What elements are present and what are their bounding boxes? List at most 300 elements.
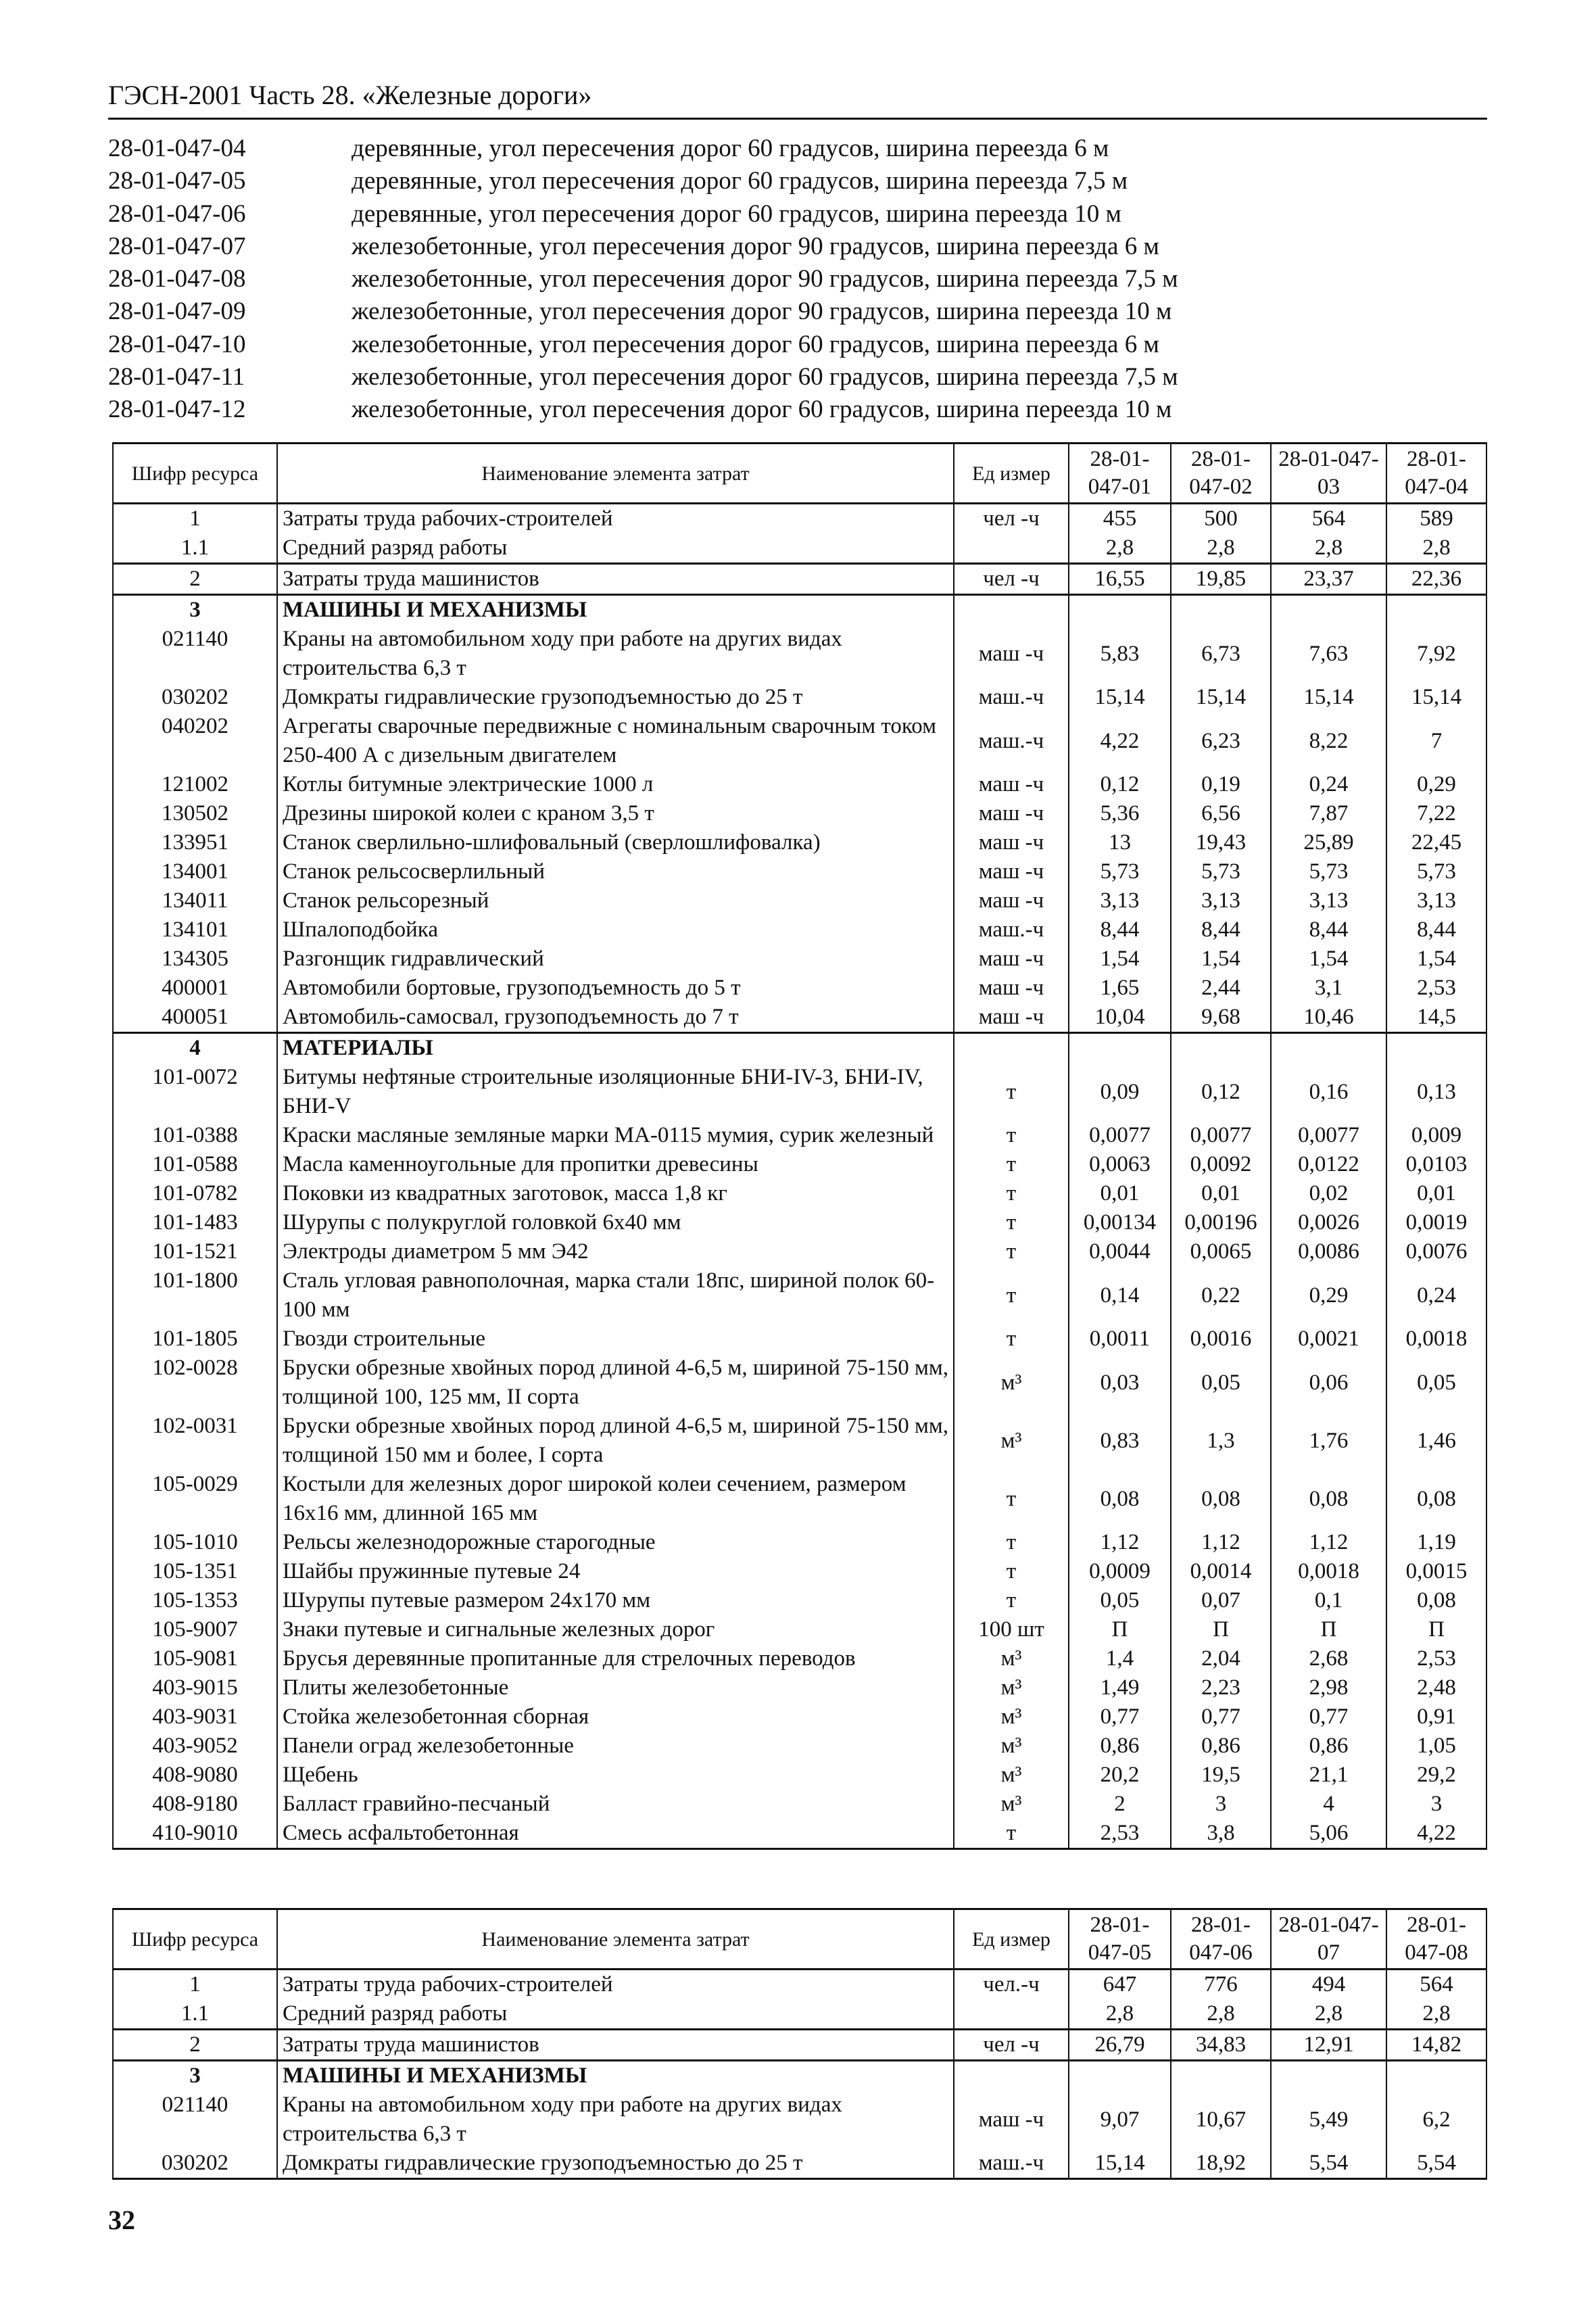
value-cell: 2,8 bbox=[1069, 1999, 1171, 2030]
unit-cell: т bbox=[954, 1179, 1069, 1208]
value-cell: 1,76 bbox=[1271, 1412, 1386, 1470]
code-number: 28-01-047-04 bbox=[108, 135, 246, 162]
value-cell: 2,04 bbox=[1171, 1644, 1271, 1673]
value-cell: 15,14 bbox=[1069, 2149, 1171, 2179]
unit-cell: т bbox=[954, 1586, 1069, 1615]
value-cell: 0,91 bbox=[1386, 1702, 1486, 1732]
value-cell: 22,45 bbox=[1386, 828, 1486, 857]
code-description: железобетонные, угол пересечения дорог 90 градусов, ширина переезда 6 м bbox=[352, 232, 1159, 260]
value-cell: 14,5 bbox=[1386, 1003, 1486, 1033]
table-row bbox=[113, 1790, 1486, 1819]
code-list-item bbox=[108, 393, 1487, 426]
value-cell: 3,1 bbox=[1271, 974, 1386, 1003]
value-cell: 10,46 bbox=[1271, 1003, 1386, 1033]
code-number: 28-01-047-12 bbox=[108, 396, 246, 424]
value-cell bbox=[1271, 2061, 1386, 2091]
value-cell: 5,73 bbox=[1386, 857, 1486, 886]
value-cell: 0,13 bbox=[1386, 1063, 1486, 1121]
page-number: 32 bbox=[108, 2205, 135, 2235]
value-cell bbox=[1386, 595, 1486, 625]
code-description: деревянные, угол пересечения дорог 60 градусов, ширина переезда 10 м bbox=[352, 199, 1121, 228]
unit-cell: т bbox=[954, 1063, 1069, 1121]
resource-name-cell: Брусья деревянные пропитанные для стрелочных переводов bbox=[277, 1644, 954, 1673]
resource-code-cell: 134011 bbox=[113, 886, 277, 915]
value-cell: 1,54 bbox=[1069, 945, 1171, 974]
resource-name-cell: Затраты труда рабочих-строителей bbox=[277, 504, 954, 534]
value-cell: 0,24 bbox=[1271, 770, 1386, 799]
value-cell: 0,00134 bbox=[1069, 1208, 1171, 1237]
table-row bbox=[113, 915, 1486, 945]
table-row bbox=[113, 683, 1486, 712]
resource-code-cell: 1.1 bbox=[113, 1999, 277, 2030]
unit-cell: т bbox=[954, 1324, 1069, 1354]
value-cell: 0,0019 bbox=[1386, 1208, 1486, 1237]
code-list-item bbox=[108, 231, 1487, 263]
table-row bbox=[113, 1586, 1486, 1615]
value-cell: 2,53 bbox=[1069, 1819, 1171, 1849]
resource-name-cell: Щебень bbox=[277, 1761, 954, 1790]
resource-code-cell: 1 bbox=[113, 504, 277, 534]
resource-name-cell: Сталь угловая равнополочная, марка стали 18пс, шириной полок 60-100 мм bbox=[277, 1266, 954, 1324]
code-list bbox=[108, 133, 1487, 427]
value-cell: 8,44 bbox=[1069, 915, 1171, 945]
value-cell bbox=[1171, 1033, 1271, 1064]
value-cell: 0,14 bbox=[1069, 1266, 1171, 1324]
value-cell: 589 bbox=[1386, 504, 1486, 534]
value-cell: 7,63 bbox=[1271, 625, 1386, 683]
value-cell: 0,0021 bbox=[1271, 1324, 1386, 1354]
code-list-item bbox=[108, 263, 1487, 295]
value-cell: 4 bbox=[1271, 1790, 1386, 1819]
code-number: 28-01-047-11 bbox=[108, 363, 245, 391]
value-cell: 3,13 bbox=[1171, 886, 1271, 915]
resource-name-cell: Бруски обрезные хвойных пород длиной 4-6,5 м, шириной 75-150 мм, толщиной 100, 125 мм, II сорта bbox=[277, 1354, 954, 1412]
value-cell: 0,22 bbox=[1171, 1266, 1271, 1324]
value-cell: 19,5 bbox=[1171, 1761, 1271, 1790]
value-cell: 5,73 bbox=[1171, 857, 1271, 886]
resource-name-cell: Станок рельсорезный bbox=[277, 886, 954, 915]
unit-cell: м³ bbox=[954, 1412, 1069, 1470]
unit-cell bbox=[954, 533, 1069, 564]
unit-cell: т bbox=[954, 1819, 1069, 1849]
resource-code-cell: 101-0782 bbox=[113, 1179, 277, 1208]
value-cell: 0,29 bbox=[1271, 1266, 1386, 1324]
unit-cell: маш -ч bbox=[954, 625, 1069, 683]
value-cell: 0,0076 bbox=[1386, 1237, 1486, 1266]
table-row bbox=[113, 1237, 1486, 1266]
value-cell: 7,22 bbox=[1386, 799, 1486, 828]
value-cell: 2,8 bbox=[1171, 1999, 1271, 2030]
table-header-row bbox=[113, 444, 1486, 504]
value-cell: 0,0065 bbox=[1171, 1237, 1271, 1266]
resource-code-cell: 121002 bbox=[113, 770, 277, 799]
header-rule bbox=[108, 118, 1487, 120]
resource-code-cell: 4 bbox=[113, 1033, 277, 1064]
value-cell: 0,09 bbox=[1069, 1063, 1171, 1121]
resource-code-cell: 134305 bbox=[113, 945, 277, 974]
unit-cell: чел.-ч bbox=[954, 1970, 1069, 2000]
value-cell: 1,3 bbox=[1171, 1412, 1271, 1470]
value-cell: 7,92 bbox=[1386, 625, 1486, 683]
value-cell: 3 bbox=[1171, 1790, 1271, 1819]
table-row bbox=[113, 1208, 1486, 1237]
header-cell: 28-01-047-05 bbox=[1069, 1909, 1171, 1970]
resource-code-cell: 101-1521 bbox=[113, 1237, 277, 1266]
code-list-item bbox=[108, 198, 1487, 231]
resource-code-cell: 101-0588 bbox=[113, 1150, 277, 1179]
table-header-row bbox=[113, 1909, 1486, 1970]
table-row bbox=[113, 1615, 1486, 1644]
table-row bbox=[113, 1179, 1486, 1208]
value-cell: 25,89 bbox=[1271, 828, 1386, 857]
resource-name-cell: Смесь асфальтобетонная bbox=[277, 1819, 954, 1849]
page-header: ГЭСН-2001 Часть 28. «Железные дороги» bbox=[108, 80, 592, 110]
value-cell: 7,87 bbox=[1271, 799, 1386, 828]
value-cell: 15,14 bbox=[1271, 683, 1386, 712]
value-cell: 0,0077 bbox=[1171, 1121, 1271, 1150]
code-list-item bbox=[108, 133, 1487, 165]
resource-code-cell: 408-9180 bbox=[113, 1790, 277, 1819]
value-cell: 2,8 bbox=[1171, 533, 1271, 564]
table-row bbox=[113, 2091, 1486, 2149]
resource-name-cell: Плиты железобетонные bbox=[277, 1673, 954, 1702]
resource-code-cell: 2 bbox=[113, 564, 277, 595]
resource-code-cell: 3 bbox=[113, 2061, 277, 2091]
unit-cell bbox=[954, 2061, 1069, 2091]
table-row bbox=[113, 1150, 1486, 1179]
table-row bbox=[113, 1673, 1486, 1702]
unit-cell: чел -ч bbox=[954, 564, 1069, 595]
unit-cell: м³ bbox=[954, 1702, 1069, 1732]
table-row bbox=[113, 1470, 1486, 1528]
value-cell: 0,08 bbox=[1386, 1470, 1486, 1528]
resource-name-cell: Котлы битумные электрические 1000 л bbox=[277, 770, 954, 799]
table-row bbox=[113, 1702, 1486, 1732]
table-row bbox=[113, 533, 1486, 564]
value-cell bbox=[1171, 2061, 1271, 2091]
value-cell bbox=[1171, 595, 1271, 625]
resource-name-cell: Агрегаты сварочные передвижные с номинальным сварочным током 250-400 А с дизельным двигателем bbox=[277, 712, 954, 770]
unit-cell bbox=[954, 1033, 1069, 1064]
unit-cell: маш.-ч bbox=[954, 915, 1069, 945]
value-cell: 0,0063 bbox=[1069, 1150, 1171, 1179]
value-cell: 0,02 bbox=[1271, 1179, 1386, 1208]
resource-name-cell: МАШИНЫ И МЕХАНИЗМЫ bbox=[277, 2061, 954, 2091]
resource-code-cell: 105-1351 bbox=[113, 1557, 277, 1586]
resource-code-cell: 101-0388 bbox=[113, 1121, 277, 1150]
table-row bbox=[113, 1732, 1486, 1761]
code-list-item bbox=[108, 295, 1487, 328]
value-cell: 26,79 bbox=[1069, 2030, 1171, 2061]
resource-code-cell: 130502 bbox=[113, 799, 277, 828]
value-cell bbox=[1271, 1033, 1386, 1064]
value-cell: 3,13 bbox=[1069, 886, 1171, 915]
resource-name-cell: Бруски обрезные хвойных пород длиной 4-6,5 м, шириной 75-150 мм, толщиной 150 мм и более, I сорта bbox=[277, 1412, 954, 1470]
resource-name-cell: Панели оград железобетонные bbox=[277, 1732, 954, 1761]
resource-name-cell: Автомобили бортовые, грузоподъемность до 5 т bbox=[277, 974, 954, 1003]
unit-cell: маш -ч bbox=[954, 974, 1069, 1003]
value-cell: 0,01 bbox=[1386, 1179, 1486, 1208]
value-cell: 1,54 bbox=[1386, 945, 1486, 974]
resource-name-cell: Балласт гравийно-песчаный bbox=[277, 1790, 954, 1819]
header-cell: Наименование элемента затрат bbox=[277, 444, 954, 504]
value-cell: 1,4 bbox=[1069, 1644, 1171, 1673]
value-cell: 0,77 bbox=[1271, 1702, 1386, 1732]
unit-cell: маш -ч bbox=[954, 1003, 1069, 1033]
value-cell: 1,49 bbox=[1069, 1673, 1171, 1702]
header-cell: 28-01-047-03 bbox=[1271, 444, 1386, 504]
value-cell: 0,0044 bbox=[1069, 1237, 1171, 1266]
resource-code-cell: 101-1483 bbox=[113, 1208, 277, 1237]
table-row bbox=[113, 886, 1486, 915]
resource-name-cell: Средний разряд работы bbox=[277, 533, 954, 564]
unit-cell bbox=[954, 1999, 1069, 2030]
value-cell: П bbox=[1386, 1615, 1486, 1644]
table-row bbox=[113, 1999, 1486, 2030]
resource-name-cell: Затраты труда рабочих-строителей bbox=[277, 1970, 954, 2000]
table-row bbox=[113, 1003, 1486, 1033]
table-row bbox=[113, 1324, 1486, 1354]
resource-name-cell: Знаки путевые и сигнальные железных дорог bbox=[277, 1615, 954, 1644]
value-cell: 20,2 bbox=[1069, 1761, 1171, 1790]
value-cell: 2,53 bbox=[1386, 1644, 1486, 1673]
resource-code-cell: 410-9010 bbox=[113, 1819, 277, 1849]
code-list-item bbox=[108, 165, 1487, 197]
value-cell: 1,46 bbox=[1386, 1412, 1486, 1470]
resource-name-cell: Гвозди строительные bbox=[277, 1324, 954, 1354]
value-cell bbox=[1271, 595, 1386, 625]
resource-name-cell: Краски масляные земляные марки МА-0115 мумия, сурик железный bbox=[277, 1121, 954, 1150]
table-row bbox=[113, 1121, 1486, 1150]
value-cell: 1,12 bbox=[1271, 1528, 1386, 1557]
value-cell: 500 bbox=[1171, 504, 1271, 534]
code-description: железобетонные, угол пересечения дорог 60 градусов, ширина переезда 7,5 м bbox=[352, 363, 1178, 391]
table-row bbox=[113, 1819, 1486, 1849]
value-cell: 0,08 bbox=[1386, 1586, 1486, 1615]
value-cell: 19,43 bbox=[1171, 828, 1271, 857]
header-cell: 28-01-047-04 bbox=[1386, 444, 1486, 504]
value-cell: 0,86 bbox=[1171, 1732, 1271, 1761]
value-cell: 5,83 bbox=[1069, 625, 1171, 683]
resource-table-2 bbox=[112, 1908, 1487, 2180]
value-cell: 0,24 bbox=[1386, 1266, 1486, 1324]
resource-name-cell: Краны на автомобильном ходу при работе на других видах строительства 6,3 т bbox=[277, 625, 954, 683]
unit-cell: т bbox=[954, 1208, 1069, 1237]
code-number: 28-01-047-08 bbox=[108, 265, 246, 293]
resource-code-cell: 101-0072 bbox=[113, 1063, 277, 1121]
code-description: железобетонные, угол пересечения дорог 60 градусов, ширина переезда 6 м bbox=[352, 330, 1159, 358]
header-cell: 28-01-047-08 bbox=[1386, 1909, 1486, 1970]
header-cell: Ед измер bbox=[954, 1909, 1069, 1970]
value-cell: 1,05 bbox=[1386, 1732, 1486, 1761]
resource-code-cell: 400051 bbox=[113, 1003, 277, 1033]
value-cell: 2 bbox=[1069, 1790, 1171, 1819]
value-cell: 0,19 bbox=[1171, 770, 1271, 799]
value-cell: 6,56 bbox=[1171, 799, 1271, 828]
resource-table-1 bbox=[112, 442, 1487, 1850]
value-cell: 5,54 bbox=[1271, 2149, 1386, 2179]
resource-code-cell: 105-1010 bbox=[113, 1528, 277, 1557]
resource-code-cell: 400001 bbox=[113, 974, 277, 1003]
value-cell: 0,0077 bbox=[1271, 1121, 1386, 1150]
resource-code-cell: 102-0031 bbox=[113, 1412, 277, 1470]
value-cell: 1,12 bbox=[1069, 1528, 1171, 1557]
value-cell: 0,86 bbox=[1069, 1732, 1171, 1761]
unit-cell: т bbox=[954, 1557, 1069, 1586]
resource-code-cell: 101-1805 bbox=[113, 1324, 277, 1354]
value-cell: 2,8 bbox=[1069, 533, 1171, 564]
value-cell: П bbox=[1271, 1615, 1386, 1644]
value-cell: 2,98 bbox=[1271, 1673, 1386, 1702]
value-cell: 15,14 bbox=[1386, 683, 1486, 712]
header-cell: 28-01-047-06 bbox=[1171, 1909, 1271, 1970]
resource-name-cell: Разгонщик гидравлический bbox=[277, 945, 954, 974]
header-cell: 28-01-047-07 bbox=[1271, 1909, 1386, 1970]
value-cell: 0,07 bbox=[1171, 1586, 1271, 1615]
table-body bbox=[113, 1970, 1486, 2179]
value-cell: 6,2 bbox=[1386, 2091, 1486, 2149]
value-cell: 3 bbox=[1386, 1790, 1486, 1819]
table-row bbox=[113, 1970, 1486, 2000]
value-cell: 0,08 bbox=[1171, 1470, 1271, 1528]
value-cell bbox=[1069, 1033, 1171, 1064]
resource-code-cell: 134001 bbox=[113, 857, 277, 886]
unit-cell: маш.-ч bbox=[954, 2149, 1069, 2179]
unit-cell: м³ bbox=[954, 1644, 1069, 1673]
resource-code-cell: 403-9052 bbox=[113, 1732, 277, 1761]
value-cell: 9,07 bbox=[1069, 2091, 1171, 2149]
value-cell: 0,009 bbox=[1386, 1121, 1486, 1150]
resource-name-cell: Костыли для железных дорог широкой колеи сечением, размером 16х16 мм, длинной 165 мм bbox=[277, 1470, 954, 1528]
value-cell: 0,0077 bbox=[1069, 1121, 1171, 1150]
unit-cell: т bbox=[954, 1150, 1069, 1179]
value-cell: 7 bbox=[1386, 712, 1486, 770]
table-row bbox=[113, 564, 1486, 595]
resource-code-cell: 030202 bbox=[113, 2149, 277, 2179]
code-description: железобетонные, угол пересечения дорог 90 градусов, ширина переезда 7,5 м bbox=[352, 265, 1178, 293]
code-number: 28-01-047-09 bbox=[108, 297, 246, 326]
resource-code-cell: 021140 bbox=[113, 2091, 277, 2149]
value-cell: 5,36 bbox=[1069, 799, 1171, 828]
value-cell: 8,44 bbox=[1386, 915, 1486, 945]
value-cell: 34,83 bbox=[1171, 2030, 1271, 2061]
value-cell: 0,0018 bbox=[1271, 1557, 1386, 1586]
value-cell: 23,37 bbox=[1271, 564, 1386, 595]
value-cell: 0,0009 bbox=[1069, 1557, 1171, 1586]
value-cell bbox=[1069, 595, 1171, 625]
resource-name-cell: Шурупы с полукруглой головкой 6х40 мм bbox=[277, 1208, 954, 1237]
header-cell: Шифр ресурса bbox=[113, 1909, 277, 1970]
value-cell: 2,23 bbox=[1171, 1673, 1271, 1702]
table-row bbox=[113, 625, 1486, 683]
value-cell: 0,03 bbox=[1069, 1354, 1171, 1412]
value-cell: 0,1 bbox=[1271, 1586, 1386, 1615]
resource-name-cell: Затраты труда машинистов bbox=[277, 564, 954, 595]
table-row bbox=[113, 1761, 1486, 1790]
resource-name-cell: Станок сверлильно-шлифовальный (сверлошлифовалка) bbox=[277, 828, 954, 857]
value-cell: 1,54 bbox=[1171, 945, 1271, 974]
value-cell: 2,48 bbox=[1386, 1673, 1486, 1702]
value-cell: 6,23 bbox=[1171, 712, 1271, 770]
code-number: 28-01-047-06 bbox=[108, 199, 246, 228]
value-cell: 0,12 bbox=[1069, 770, 1171, 799]
value-cell: 2,8 bbox=[1271, 533, 1386, 564]
header-cell: 28-01-047-02 bbox=[1171, 444, 1271, 504]
value-cell: П bbox=[1069, 1615, 1171, 1644]
table-row bbox=[113, 1063, 1486, 1121]
unit-cell: т bbox=[954, 1121, 1069, 1150]
resource-name-cell: Затраты труда машинистов bbox=[277, 2030, 954, 2061]
resource-name-cell: Дрезины широкой колеи с краном 3,5 т bbox=[277, 799, 954, 828]
value-cell: 0,08 bbox=[1069, 1470, 1171, 1528]
header-cell: 28-01-047-01 bbox=[1069, 444, 1171, 504]
unit-cell: маш.-ч bbox=[954, 683, 1069, 712]
value-cell: 5,54 bbox=[1386, 2149, 1486, 2179]
unit-cell: маш -ч bbox=[954, 770, 1069, 799]
value-cell: 29,2 bbox=[1386, 1761, 1486, 1790]
code-number: 28-01-047-07 bbox=[108, 232, 246, 260]
value-cell: 2,68 bbox=[1271, 1644, 1386, 1673]
value-cell: 0,0015 bbox=[1386, 1557, 1486, 1586]
unit-cell: т bbox=[954, 1237, 1069, 1266]
unit-cell: маш.-ч bbox=[954, 712, 1069, 770]
value-cell: 4,22 bbox=[1386, 1819, 1486, 1849]
unit-cell: м³ bbox=[954, 1732, 1069, 1761]
value-cell: 647 bbox=[1069, 1970, 1171, 2000]
unit-cell: чел -ч bbox=[954, 2030, 1069, 2061]
value-cell: 4,22 bbox=[1069, 712, 1171, 770]
value-cell: 2,8 bbox=[1271, 1999, 1386, 2030]
table-row bbox=[113, 1266, 1486, 1324]
value-cell: 564 bbox=[1386, 1970, 1486, 2000]
value-cell bbox=[1069, 2061, 1171, 2091]
value-cell: 2,53 bbox=[1386, 974, 1486, 1003]
unit-cell: т bbox=[954, 1266, 1069, 1324]
value-cell: 5,06 bbox=[1271, 1819, 1386, 1849]
resource-code-cell: 408-9080 bbox=[113, 1761, 277, 1790]
value-cell bbox=[1386, 1033, 1486, 1064]
table-row bbox=[113, 945, 1486, 974]
resource-code-cell: 105-1353 bbox=[113, 1586, 277, 1615]
resource-code-cell: 102-0028 bbox=[113, 1354, 277, 1412]
value-cell: 0,0092 bbox=[1171, 1150, 1271, 1179]
table-row bbox=[113, 1354, 1486, 1412]
resource-code-cell: 101-1800 bbox=[113, 1266, 277, 1324]
code-number: 28-01-047-05 bbox=[108, 167, 246, 195]
value-cell: 0,01 bbox=[1069, 1179, 1171, 1208]
table-row bbox=[113, 799, 1486, 828]
value-cell: 0,08 bbox=[1271, 1470, 1386, 1528]
value-cell: 0,29 bbox=[1386, 770, 1486, 799]
code-number: 28-01-047-10 bbox=[108, 330, 246, 358]
resource-code-cell: 105-9081 bbox=[113, 1644, 277, 1673]
value-cell: 22,36 bbox=[1386, 564, 1486, 595]
resource-name-cell: МАШИНЫ И МЕХАНИЗМЫ bbox=[277, 595, 954, 625]
resource-code-cell: 134101 bbox=[113, 915, 277, 945]
unit-cell bbox=[954, 595, 1069, 625]
resource-code-cell: 403-9015 bbox=[113, 1673, 277, 1702]
value-cell: 0,86 bbox=[1271, 1732, 1386, 1761]
value-cell: 3,13 bbox=[1271, 886, 1386, 915]
value-cell: 3,13 bbox=[1386, 886, 1486, 915]
unit-cell: м³ bbox=[954, 1673, 1069, 1702]
header-cell: Ед измер bbox=[954, 444, 1069, 504]
resource-code-cell: 2 bbox=[113, 2030, 277, 2061]
resource-name-cell: Станок рельсосверлильный bbox=[277, 857, 954, 886]
resource-code-cell: 3 bbox=[113, 595, 277, 625]
value-cell: 0,05 bbox=[1386, 1354, 1486, 1412]
category-row bbox=[113, 595, 1486, 625]
